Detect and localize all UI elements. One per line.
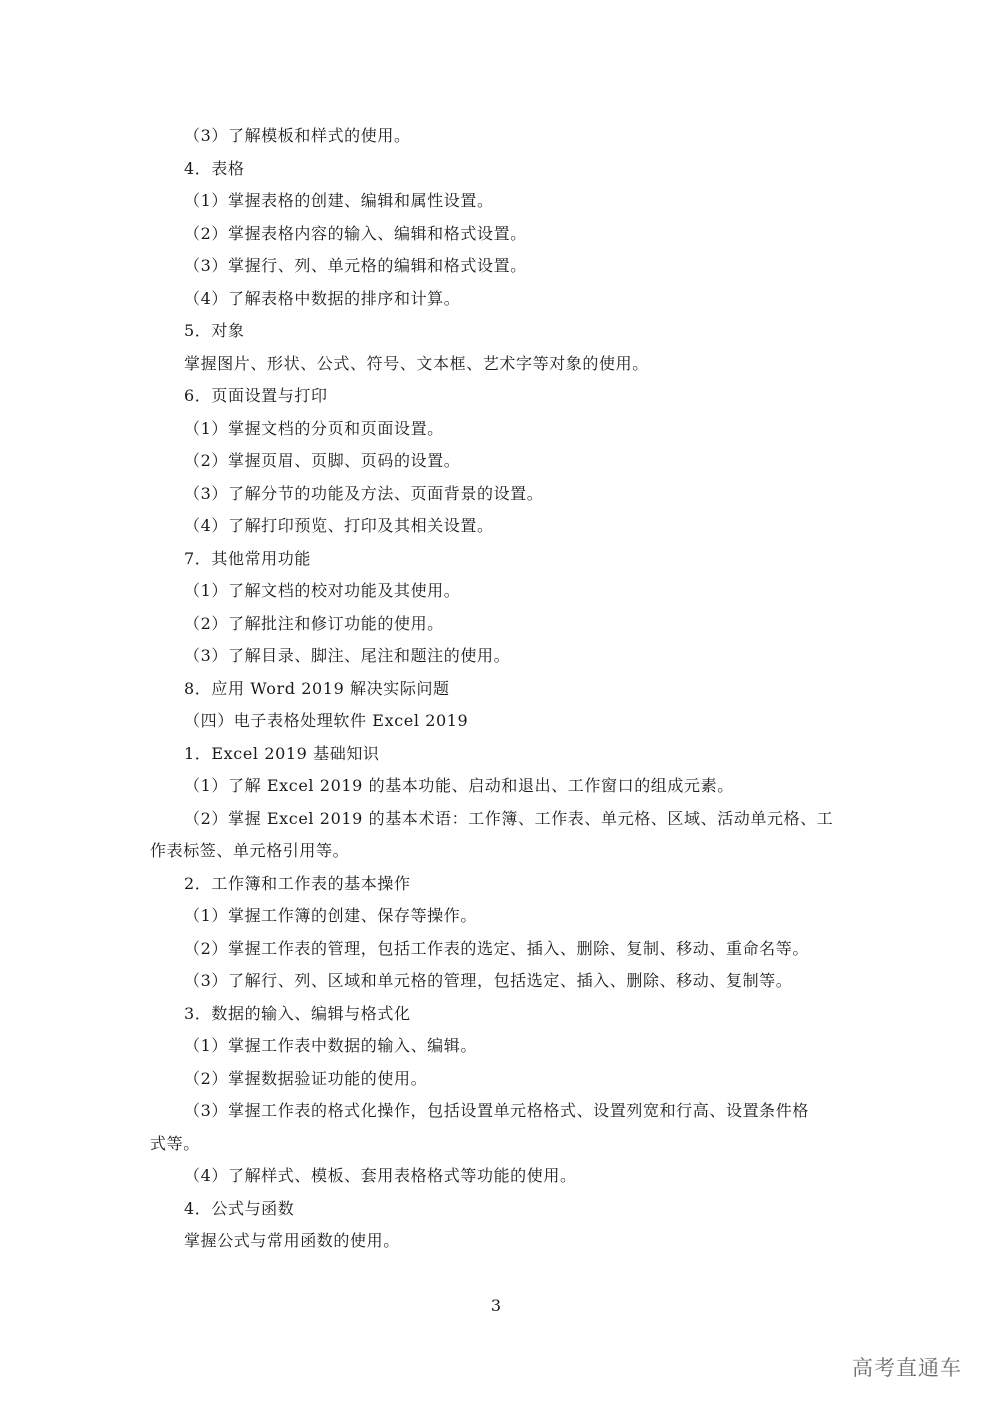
text-line: （1）掌握工作簿的创建、保存等操作。 [184, 906, 477, 925]
text-line: 掌握图片、形状、公式、符号、文本框、艺术字等对象的使用。 [184, 354, 649, 373]
text-line: （2）掌握数据验证功能的使用。 [184, 1069, 428, 1088]
text-line: （1）了解 Excel 2019 的基本功能、启动和退出、工作窗口的组成元素。 [184, 776, 734, 795]
text-line: （1）掌握文档的分页和页面设置。 [184, 419, 444, 438]
text-line: （1）掌握工作表中数据的输入、编辑。 [184, 1036, 477, 1055]
text-line: （3）了解模板和样式的使用。 [184, 126, 411, 145]
watermark-text: 高考直通车 [852, 1356, 962, 1380]
text-line-continuation: 作表标签、单元格引用等。 [150, 841, 350, 860]
text-line: （1）掌握表格的创建、编辑和属性设置。 [184, 191, 494, 210]
text-line: （2）了解批注和修订功能的使用。 [184, 614, 444, 633]
chapter-heading: （四）电子表格处理软件 Excel 2019 [184, 711, 469, 730]
section-heading: 3．数据的输入、编辑与格式化 [184, 1004, 411, 1023]
text-line: （3）了解目录、脚注、尾注和题注的使用。 [184, 646, 511, 665]
text-line: （2）掌握页眉、页脚、页码的设置。 [184, 451, 461, 470]
text-line-continuation: 式等。 [150, 1134, 200, 1153]
text-line: （3）掌握工作表的格式化操作，包括设置单元格格式、设置列宽和行高、设置条件格 [184, 1101, 809, 1120]
text-line: （3）了解分节的功能及方法、页面背景的设置。 [184, 484, 544, 503]
section-heading: 4．表格 [184, 159, 245, 178]
section-heading: 6．页面设置与打印 [184, 386, 328, 405]
section-heading: 8．应用 Word 2019 解决实际问题 [184, 679, 450, 698]
section-heading: 4．公式与函数 [184, 1199, 295, 1218]
section-heading: 2．工作簿和工作表的基本操作 [184, 874, 411, 893]
text-line: （3）掌握行、列、单元格的编辑和格式设置。 [184, 256, 527, 275]
text-line: （2）掌握表格内容的输入、编辑和格式设置。 [184, 224, 527, 243]
section-heading: 5．对象 [184, 321, 245, 340]
text-line: （2）掌握工作表的管理，包括工作表的选定、插入、删除、复制、移动、重命名等。 [184, 939, 809, 958]
section-heading: 7．其他常用功能 [184, 549, 311, 568]
text-line: （4）了解打印预览、打印及其相关设置。 [184, 516, 494, 535]
page-number: 3 [490, 1296, 502, 1315]
text-line: （4）了解表格中数据的排序和计算。 [184, 289, 461, 308]
section-heading: 1．Excel 2019 基础知识 [184, 744, 380, 763]
text-line: （1）了解文档的校对功能及其使用。 [184, 581, 461, 600]
text-line: （4）了解样式、模板、套用表格格式等功能的使用。 [184, 1166, 577, 1185]
text-line: （2）掌握 Excel 2019 的基本术语：工作簿、工作表、单元格、区域、活动单元格、工 [184, 809, 834, 828]
text-line: （3）了解行、列、区域和单元格的管理，包括选定、插入、删除、移动、复制等。 [184, 971, 793, 990]
text-line: 掌握公式与常用函数的使用。 [184, 1231, 400, 1250]
